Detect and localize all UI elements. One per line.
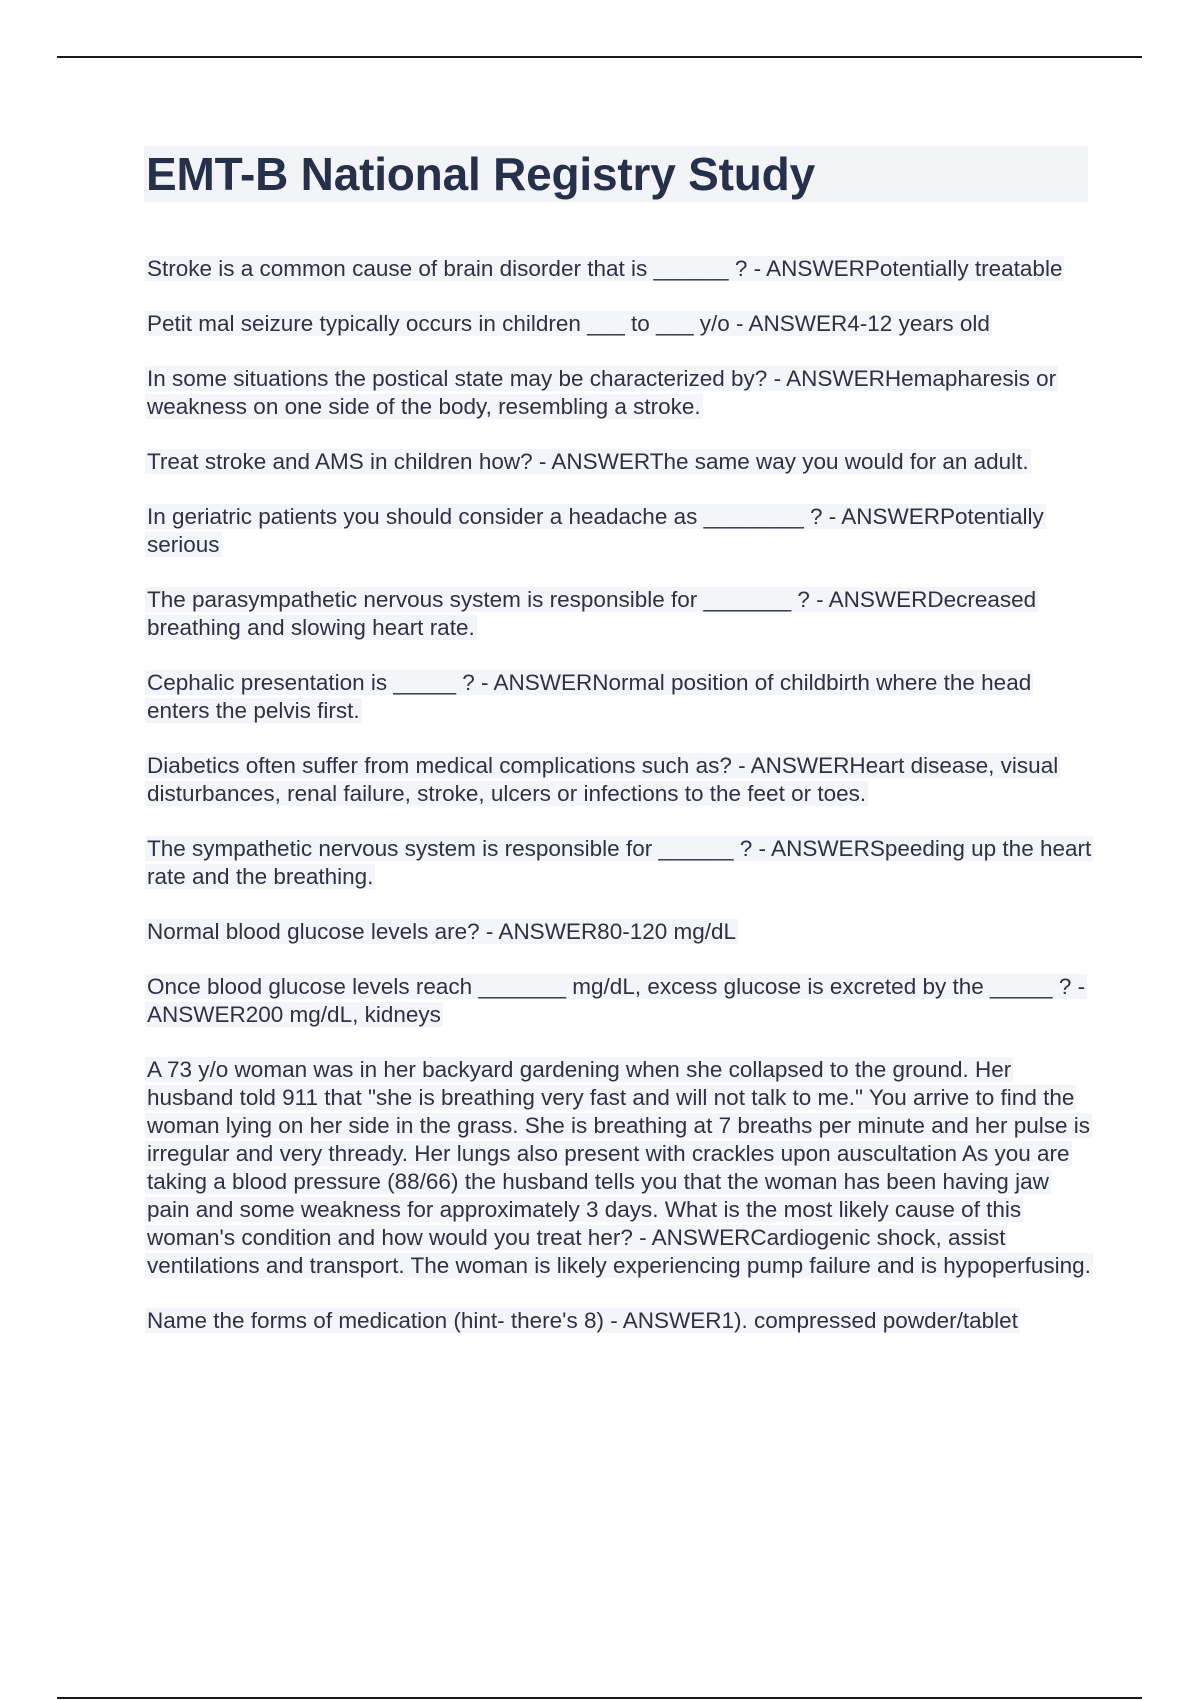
qa-item xyxy=(145,973,1095,1029)
bottom-rule xyxy=(57,1697,1142,1699)
qa-item xyxy=(145,669,1095,725)
qa-item xyxy=(145,365,1095,421)
qa-item xyxy=(145,1056,1095,1280)
qa-text: The parasympathetic nervous system is responsible for _______ ? - ANSWERDecreased breathing and slowing heart rate. xyxy=(147,587,1037,640)
qa-item xyxy=(145,310,1095,338)
qa-text: Cephalic presentation is _____ ? - ANSWERNormal position of childbirth where the head enters the pelvis first. xyxy=(147,670,1032,723)
qa-item xyxy=(145,255,1095,283)
qa-text: Stroke is a common cause of brain disorder that is ______ ? - ANSWERPotentially treatable xyxy=(147,256,1063,281)
qa-text: Treat stroke and AMS in children how? - ANSWERThe same way you would for an adult. xyxy=(147,449,1029,474)
qa-text: Name the forms of medication (hint- there's 8) - ANSWER1). compressed powder/tablet xyxy=(147,1308,1018,1333)
qa-item xyxy=(145,918,1095,946)
qa-list xyxy=(145,255,1095,1362)
qa-text: In some situations the postical state may be characterized by? - ANSWERHemapharesis or weakness on one side of the body, resembling a stroke. xyxy=(147,366,1057,419)
top-rule xyxy=(57,56,1142,58)
qa-text: Normal blood glucose levels are? - ANSWER80-120 mg/dL xyxy=(147,919,737,944)
qa-item xyxy=(145,835,1095,891)
qa-item xyxy=(145,448,1095,476)
qa-item xyxy=(145,586,1095,642)
page-title: EMT-B National Registry Study xyxy=(146,148,815,200)
qa-text: Petit mal seizure typically occurs in children ___ to ___ y/o - ANSWER4-12 years old xyxy=(147,311,990,336)
qa-item xyxy=(145,1307,1095,1335)
qa-text: The sympathetic nervous system is responsible for ______ ? - ANSWERSpeeding up the heart rate and the breathing. xyxy=(147,836,1092,889)
qa-item xyxy=(145,752,1095,808)
qa-text: Once blood glucose levels reach _______ mg/dL, excess glucose is excreted by the _____ ? - ANSWER200 mg/dL, kidneys xyxy=(147,974,1086,1027)
qa-item xyxy=(145,503,1095,559)
qa-text: A 73 y/o woman was in her backyard gardening when she collapsed to the ground. Her husband told 911 that "she is breathing very fast and will not talk to me." You arrive to find the woman lying on her side in the grass. She is breathing at 7 breaths per minute and her pulse is irregular and very thready. Her lungs also present with crackles upon auscultation As you are taking a blood pressure (88/66) the husband tells you that the woman has been having jaw pain and some weakness for approximately 3 days. What is the most likely cause of this woman's condition and how would you treat her? - ANSWERCardiogenic shock, assist ventilations and transport. The woman is likely experiencing pump failure and is hypoperfusing. xyxy=(147,1057,1091,1278)
qa-text: In geriatric patients you should consider a headache as ________ ? - ANSWERPotentially serious xyxy=(147,504,1044,557)
qa-text: Diabetics often suffer from medical complications such as? - ANSWERHeart disease, visual disturbances, renal failure, stroke, ulcers or infections to the feet or toes. xyxy=(147,753,1059,806)
